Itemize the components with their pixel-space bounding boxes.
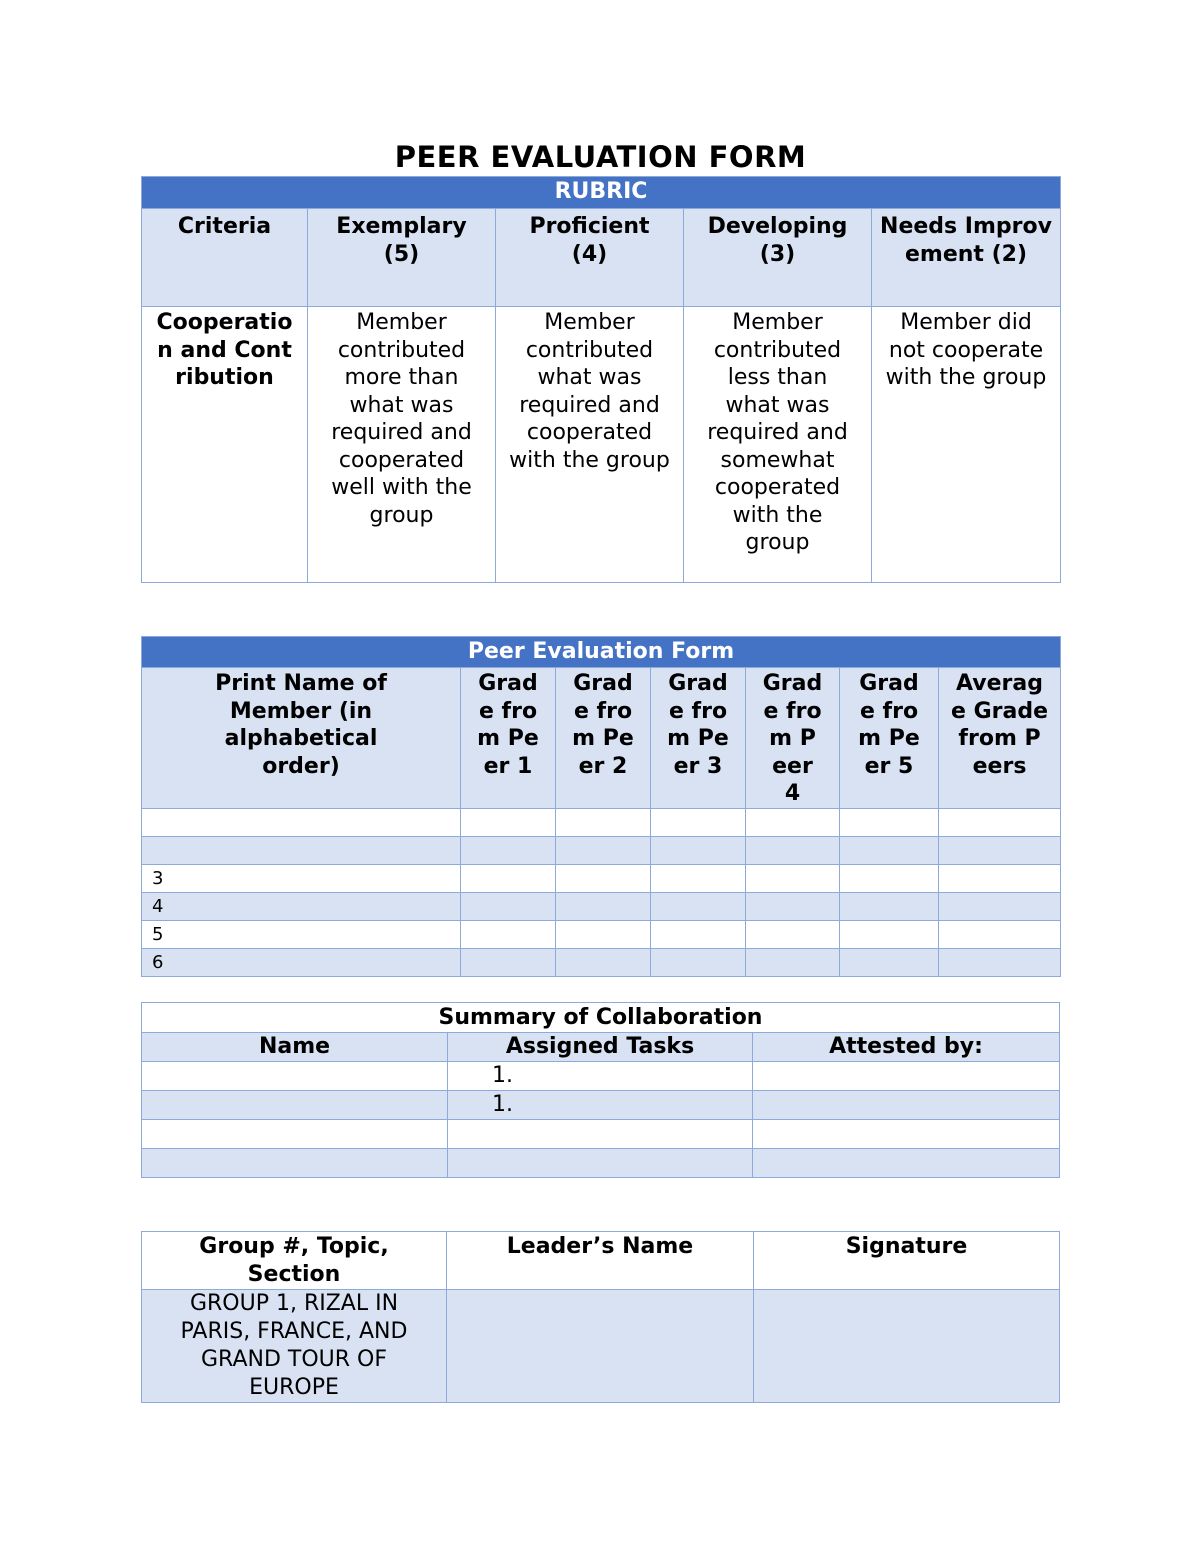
- grade-cell[interactable]: [556, 948, 651, 976]
- rubric-header-developing: Developing (3): [684, 209, 872, 307]
- summary-name-cell[interactable]: [142, 1062, 448, 1091]
- grade-cell[interactable]: [746, 920, 840, 948]
- peer-form-banner: Peer Evaluation Form: [142, 637, 1061, 668]
- summary-table: [141, 1002, 1060, 1178]
- summary-task-cell[interactable]: 1.: [448, 1091, 753, 1120]
- summary-task-cell[interactable]: [448, 1120, 753, 1149]
- grade-cell[interactable]: [746, 836, 840, 864]
- peer-header-member-name: Print Name of Member (in alphabetical order): [142, 668, 461, 809]
- grade-cell[interactable]: [840, 864, 939, 892]
- grade-cell[interactable]: [840, 892, 939, 920]
- rubric-exemplary-cell: Member contributed more than what was required and cooperated well with the group: [308, 307, 496, 583]
- group-header-leader: Leader’s Name: [447, 1232, 754, 1290]
- group-header-signature: Signature: [754, 1232, 1060, 1290]
- grade-cell[interactable]: [840, 836, 939, 864]
- table-row: [142, 1149, 1060, 1178]
- member-name-cell[interactable]: 6: [142, 948, 461, 976]
- grade-cell[interactable]: [651, 864, 746, 892]
- rubric-criteria-cell: Cooperation and Contribution: [142, 307, 308, 583]
- table-row: [142, 1091, 1060, 1120]
- group-header-topic: Group #, Topic, Section: [142, 1232, 447, 1290]
- rubric-developing-cell: Member contributed less than what was required and somewhat cooperated with the group: [684, 307, 872, 583]
- rubric-needs-improvement-cell: Member did not cooperate with the group: [872, 307, 1061, 583]
- table-row: [142, 1120, 1060, 1149]
- table-row: [142, 836, 1061, 864]
- rubric-header-needs-improvement: Needs Improvement (2): [872, 209, 1061, 307]
- peer-header-grade-2: Grade from Peer 2: [556, 668, 651, 809]
- grade-cell[interactable]: [651, 836, 746, 864]
- member-name-cell[interactable]: 4: [142, 892, 461, 920]
- member-name-cell[interactable]: [142, 808, 461, 836]
- rubric-proficient-cell: Member contributed what was required and cooperated with the group: [496, 307, 684, 583]
- summary-task-cell[interactable]: [448, 1149, 753, 1178]
- average-cell[interactable]: [939, 808, 1061, 836]
- rubric-header-proficient: Proficient (4): [496, 209, 684, 307]
- grade-cell[interactable]: [556, 920, 651, 948]
- grade-cell[interactable]: [461, 808, 556, 836]
- grade-cell[interactable]: [651, 920, 746, 948]
- table-row: [142, 892, 1061, 920]
- peer-evaluation-table: [141, 636, 1061, 977]
- summary-task-cell[interactable]: 1.: [448, 1062, 753, 1091]
- table-row: [142, 808, 1061, 836]
- grade-cell[interactable]: [746, 864, 840, 892]
- grade-cell[interactable]: [746, 892, 840, 920]
- grade-cell[interactable]: [746, 808, 840, 836]
- grade-cell[interactable]: [651, 892, 746, 920]
- page-title: PEER EVALUATION FORM: [394, 140, 807, 174]
- grade-cell[interactable]: [840, 948, 939, 976]
- rubric-table: [141, 176, 1061, 583]
- rubric-header-exemplary: Exemplary (5): [308, 209, 496, 307]
- table-row: [142, 1062, 1060, 1091]
- grade-cell[interactable]: [461, 836, 556, 864]
- summary-header-attested: Attested by:: [753, 1033, 1060, 1062]
- grade-cell[interactable]: [840, 808, 939, 836]
- grade-cell[interactable]: [556, 836, 651, 864]
- member-name-cell[interactable]: 5: [142, 920, 461, 948]
- table-row: [142, 920, 1061, 948]
- grade-cell[interactable]: [556, 864, 651, 892]
- average-cell[interactable]: [939, 836, 1061, 864]
- grade-cell[interactable]: [461, 892, 556, 920]
- table-row: [142, 948, 1061, 976]
- average-cell[interactable]: [939, 864, 1061, 892]
- average-cell[interactable]: [939, 920, 1061, 948]
- member-name-cell[interactable]: 3: [142, 864, 461, 892]
- summary-header-tasks: Assigned Tasks: [448, 1033, 753, 1062]
- summary-attested-cell[interactable]: [753, 1091, 1060, 1120]
- summary-name-cell[interactable]: [142, 1091, 448, 1120]
- group-leader-value[interactable]: [447, 1290, 754, 1403]
- average-cell[interactable]: [939, 948, 1061, 976]
- summary-attested-cell[interactable]: [753, 1120, 1060, 1149]
- rubric-banner: RUBRIC: [142, 177, 1061, 209]
- rubric-header-criteria: Criteria: [142, 209, 308, 307]
- grade-cell[interactable]: [461, 864, 556, 892]
- summary-name-cell[interactable]: [142, 1120, 448, 1149]
- peer-header-average: Average Grade from Peers: [939, 668, 1061, 809]
- peer-header-grade-5: Grade from Peer 5: [840, 668, 939, 809]
- grade-cell[interactable]: [556, 892, 651, 920]
- member-name-cell[interactable]: [142, 836, 461, 864]
- peer-header-grade-1: Grade from Peer 1: [461, 668, 556, 809]
- grade-cell[interactable]: [746, 948, 840, 976]
- summary-attested-cell[interactable]: [753, 1149, 1060, 1178]
- peer-header-grade-3: Grade from Peer 3: [651, 668, 746, 809]
- summary-name-cell[interactable]: [142, 1149, 448, 1178]
- grade-cell[interactable]: [651, 808, 746, 836]
- grade-cell[interactable]: [461, 920, 556, 948]
- summary-header-name: Name: [142, 1033, 448, 1062]
- grade-cell[interactable]: [461, 948, 556, 976]
- summary-banner: Summary of Collaboration: [142, 1003, 1060, 1033]
- group-info-table: [141, 1231, 1060, 1403]
- grade-cell[interactable]: [840, 920, 939, 948]
- table-row: [142, 864, 1061, 892]
- average-cell[interactable]: [939, 892, 1061, 920]
- grade-cell[interactable]: [556, 808, 651, 836]
- group-signature-value[interactable]: [754, 1290, 1060, 1403]
- group-topic-value: GROUP 1, RIZAL IN PARIS, FRANCE, AND GRAND TOUR OF EUROPE: [142, 1290, 447, 1403]
- summary-attested-cell[interactable]: [753, 1062, 1060, 1091]
- peer-header-grade-4: Grade from Peer 4: [746, 668, 840, 809]
- grade-cell[interactable]: [651, 948, 746, 976]
